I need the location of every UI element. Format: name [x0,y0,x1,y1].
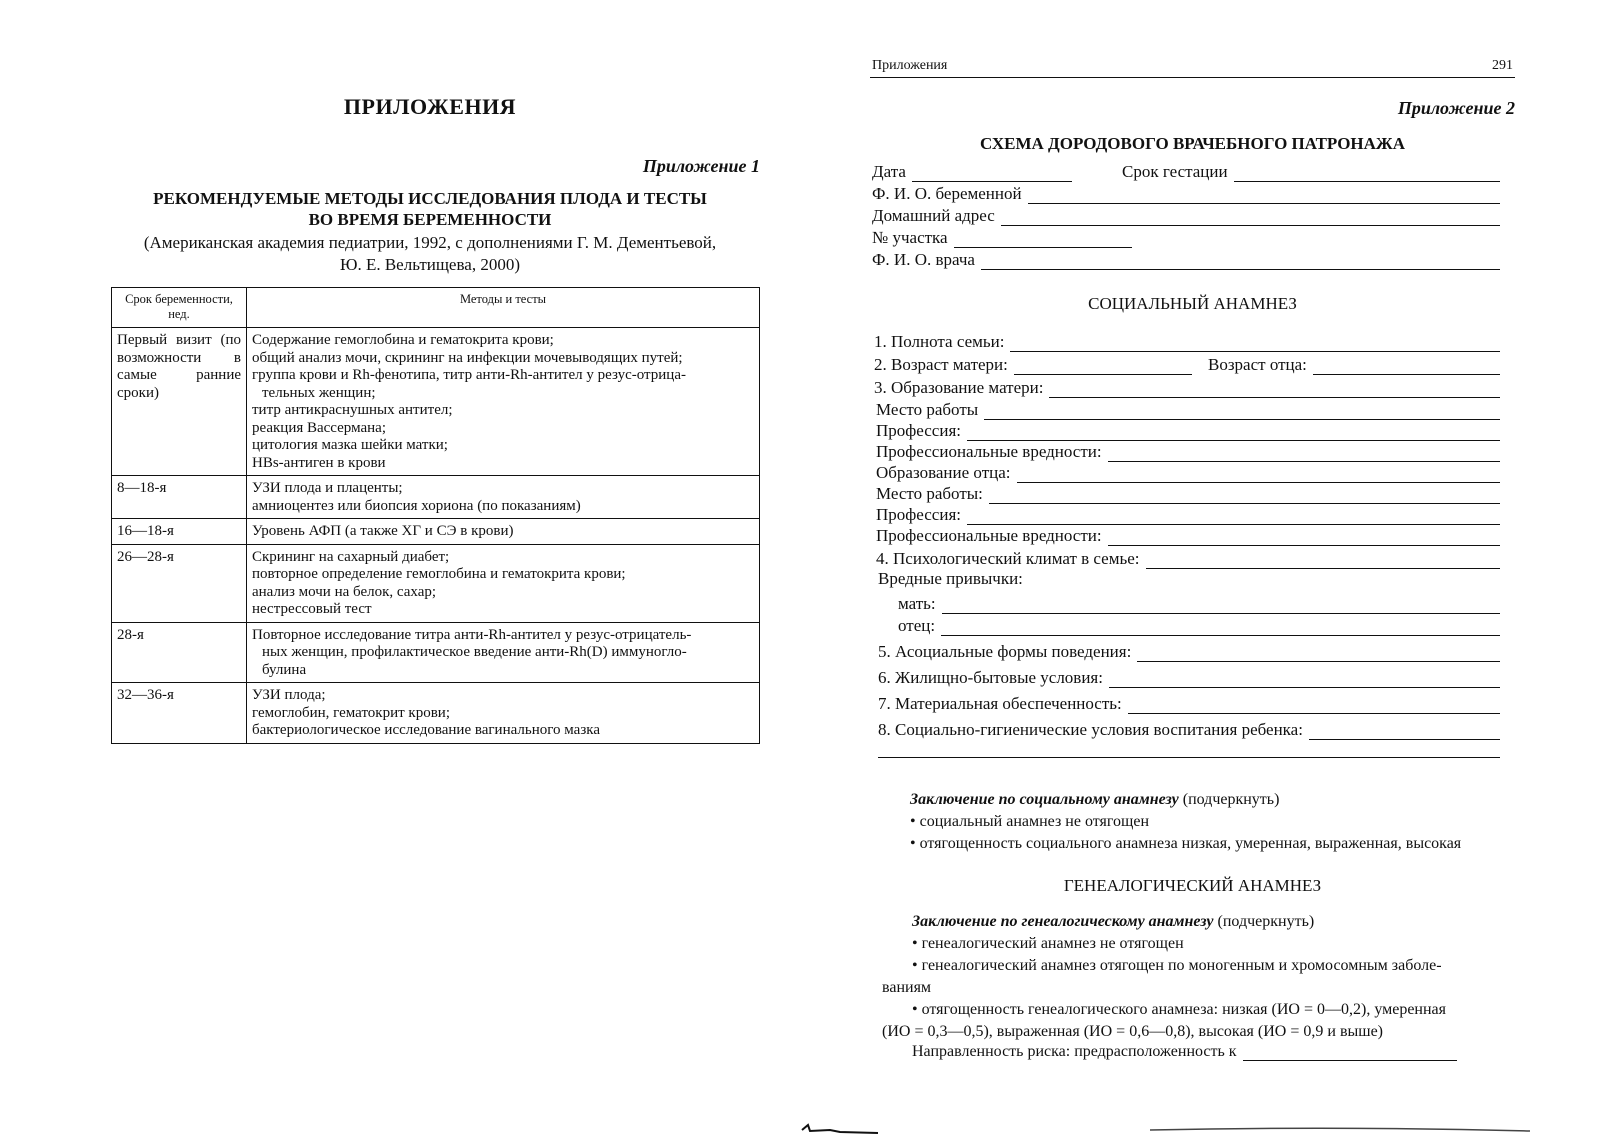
field-label: Образование отца: [876,463,1011,482]
mother-workplace-field[interactable] [876,398,1500,420]
scan-mark-icon [800,1122,880,1136]
method-line: титр антикраснушных антител; [252,402,453,418]
mother-age-field[interactable] [874,353,1192,375]
field-label: Профессия: [876,505,961,524]
table-row [112,328,760,476]
field-label: мать: [898,594,936,613]
doctor-name-field[interactable] [872,248,1500,270]
method-line: УЗИ плода; [252,687,326,703]
header-methods: Методы и тесты [247,288,760,328]
method-line: бактериологическое исследование вагинального мазка [252,722,600,738]
field-label: Направленность риска: предрасположенность к [912,1043,1237,1060]
fill-line [1049,384,1500,398]
underline-hint: (подчеркнуть) [1213,913,1315,930]
table-row [112,544,760,622]
genealogy-conclusion-label: Заключение по генеалогическому анамнезу [912,913,1214,930]
field-label: № участка [872,228,948,247]
mother-hazards-field[interactable] [876,440,1500,462]
district-field[interactable] [872,226,1132,248]
method-line: повторное определение гемоглобина и гематокрита крови; [252,566,626,582]
gestation-field[interactable] [1122,160,1500,182]
method-line: тельных женщин; [262,384,376,401]
bad-habits-label: Вредные привычки: [878,569,1023,588]
field-label: Срок гестации [1122,162,1228,181]
pregnant-name-field[interactable] [872,182,1500,204]
family-completeness-field[interactable] [874,330,1500,352]
fill-line [984,406,1500,420]
genealogy-option-2[interactable]: • генеалогический анамнез отягощен по моногенным и хромосомным заболе- [912,957,1442,974]
table-row [112,476,760,519]
appendix-1-label: Приложение 1 [642,156,760,176]
term-cell [112,622,247,683]
page-title: ПРИЛОЖЕНИЯ [343,94,517,119]
father-habits-field[interactable] [898,614,1500,636]
fill-line [1128,700,1500,714]
material-security-field[interactable] [878,692,1500,714]
method-line: Скрининг на сахарный диабет; [252,548,450,565]
father-education-field[interactable] [876,461,1500,483]
methods-cell [247,683,760,744]
term-line: 8—18-я [117,480,167,496]
term-line: 32—36-я [117,687,174,703]
method-line: гемоглобин, гематокрит крови; [252,704,450,721]
field-label: 2. Возраст матери: [874,355,1008,374]
field-label: отец: [898,616,936,635]
address-field[interactable] [872,204,1500,226]
section-title-line: ВО ВРЕМЯ БЕРЕМЕННОСТИ [308,210,552,229]
fill-line [1001,212,1500,226]
genealogy-conclusion [882,911,1522,1043]
field-label: Дата [872,162,906,181]
fill-line [967,427,1500,441]
method-line: HBs-антиген в крови [252,454,386,471]
method-line: Уровень АФП (а также ХГ и СЭ в крови) [252,523,514,539]
method-line: реакция Вассермана; [252,419,386,436]
social-conclusion-label: Заключение по социальному анамнезу [910,791,1179,808]
method-line: цитология мазка шейки матки; [252,437,448,453]
field-label: 1. Полнота семьи: [874,332,1005,351]
term-cell [112,476,247,519]
mother-education-field[interactable] [874,376,1500,398]
method-line: анализ мочи на белок, сахар; [252,583,437,600]
field-label: Профессиональные вредности: [876,442,1102,461]
social-option-1[interactable]: • социальный анамнез не отягощен [910,813,1150,830]
term-line: 16—18-я [117,523,174,539]
social-conclusion-heading [910,789,1530,811]
methods-table [111,287,760,744]
fill-line [1243,1047,1457,1061]
father-age-field[interactable] [1208,353,1500,375]
fill-line [941,622,1500,636]
field-label: 6. Жилищно-бытовые условия: [878,668,1103,687]
fill-line [1313,361,1500,375]
genealogy-option-3[interactable]: • отягощенность генеалогического анамнеза: низкая (ИО = 0—0,2), умеренная [912,1001,1447,1018]
fill-line [954,234,1132,248]
family-climate-field[interactable] [876,547,1500,569]
fill-line [1108,448,1500,462]
field-label: Ф. И. О. беременной [872,184,1022,203]
term-line: Первый визит (по [117,332,241,348]
upbringing-conditions-field[interactable] [878,718,1500,740]
table-row [112,683,760,744]
term-cell [112,544,247,622]
field-label: Место работы: [876,484,983,503]
header-term: Срок беременности, нед. [112,288,247,328]
appendix-2-label: Приложение 2 [1397,98,1515,118]
father-hazards-field[interactable] [876,524,1500,546]
running-header [870,56,1515,78]
source-line: Ю. Е. Вельтищева, 2000) [339,255,520,274]
method-line: Повторное исследование титра анти-Rh-антител у резус-отрицатель- [252,626,692,643]
field-label: Профессия: [876,421,961,440]
field-label: Ф. И. О. врача [872,250,975,269]
fill-line [1010,338,1500,352]
field-label: Профессиональные вредности: [876,526,1102,545]
genealogy-conclusion-heading [882,911,1522,933]
extra-fill-line[interactable] [878,757,1500,758]
genealogy-option-1[interactable]: • генеалогический анамнез не отягощен [912,935,1184,952]
social-option-2[interactable]: • отягощенность социального анамнеза низкая, умеренная, выраженная, высокая [910,835,1462,852]
field-label: 3. Образование матери: [874,378,1044,397]
method-line: нестрессовый тест [252,601,372,617]
table-section-source [110,232,750,276]
risk-direction-field[interactable] [912,1039,1502,1061]
term-cell [112,683,247,744]
mother-habits-field[interactable] [898,592,1500,614]
term-line: 26—28-я [117,548,174,565]
method-line: булина [262,661,307,678]
fill-line [1146,555,1501,569]
method-line: Содержание гемоглобина и гематокрита крови; [252,332,554,348]
mother-profession-field[interactable] [876,419,1500,441]
methods-cell [247,328,760,476]
table-row [112,519,760,545]
table-section-title [110,188,750,230]
date-field[interactable] [872,160,1072,182]
genealogy-option-3-cont: (ИО = 0,3—0,5), выраженная (ИО = 0,6—0,8), высокая (ИО = 0,9 и выше) [882,1023,1383,1040]
field-label: 8. Социально-гигиенические условия воспитания ребенка: [878,720,1303,739]
page-edge-shadow-icon [1150,1124,1530,1134]
table-header-row [112,288,760,328]
fill-line [981,256,1500,270]
method-line: общий анализ мочи, скрининг на инфекции мочевыводящих путей; [252,349,683,366]
methods-cell [247,544,760,622]
form-title: СХЕМА ДОРОДОВОГО ВРАЧЕБНОГО ПАТРОНАЖА [980,134,1405,153]
method-line: амниоцентез или биопсия хориона (по показаниям) [252,497,581,514]
fill-line [1028,190,1500,204]
field-label: Возраст отца: [1208,355,1307,374]
method-line: группа крови и Rh-фенотипа, титр анти-Rh-антител у резус-отрица- [252,367,686,383]
genealogy-option-2-cont: ваниям [882,979,932,996]
asocial-behavior-field[interactable] [878,640,1500,662]
field-label: 7. Материальная обеспеченность: [878,694,1122,713]
term-line: возможности в [117,349,241,366]
method-line: УЗИ плода и плаценты; [252,480,403,496]
term-line: сроки) [117,384,159,401]
method-line: ных женщин, профилактическое введение анти-Rh(D) иммуногло- [262,644,687,660]
fill-line [1109,674,1500,688]
page-number: 291 [1492,58,1513,73]
fill-line [1309,726,1500,740]
methods-cell [247,519,760,545]
table-row [112,622,760,683]
fill-line [1014,361,1192,375]
methods-cell [247,476,760,519]
term-cell [112,328,247,476]
fill-line [1017,469,1501,483]
term-cell [112,519,247,545]
underline-hint: (подчеркнуть) [1178,791,1280,808]
fill-line [912,168,1072,182]
fill-line [1108,532,1500,546]
term-line: самые ранние [117,367,241,383]
field-label: 4. Психологический климат в семье: [876,549,1140,568]
field-label: Место работы [876,400,979,419]
methods-cell [247,622,760,683]
field-label: 5. Асоциальные формы поведения: [878,642,1132,661]
genealogy-history-title: ГЕНЕАЛОГИЧЕСКИЙ АНАМНЕЗ [1063,876,1322,895]
father-workplace-field[interactable] [876,482,1500,504]
source-line: (Американская академия педиатрии, 1992, с дополнениями Г. М. Дементьевой, [143,233,717,252]
fill-line [942,600,1500,614]
social-conclusion [910,789,1530,855]
fill-line [1137,648,1500,662]
father-profession-field[interactable] [876,503,1500,525]
running-head-title: Приложения [872,58,948,73]
term-line: 28-я [117,626,144,643]
fill-line [1234,168,1500,182]
social-history-title: СОЦИАЛЬНЫЙ АНАМНЕЗ [1088,294,1297,313]
housing-field[interactable] [878,666,1500,688]
section-title-line: РЕКОМЕНДУЕМЫЕ МЕТОДЫ ИССЛЕДОВАНИЯ ПЛОДА И ТЕСТЫ [153,189,707,208]
fill-line [967,511,1500,525]
field-label: Домашний адрес [872,206,995,225]
fill-line [989,490,1500,504]
